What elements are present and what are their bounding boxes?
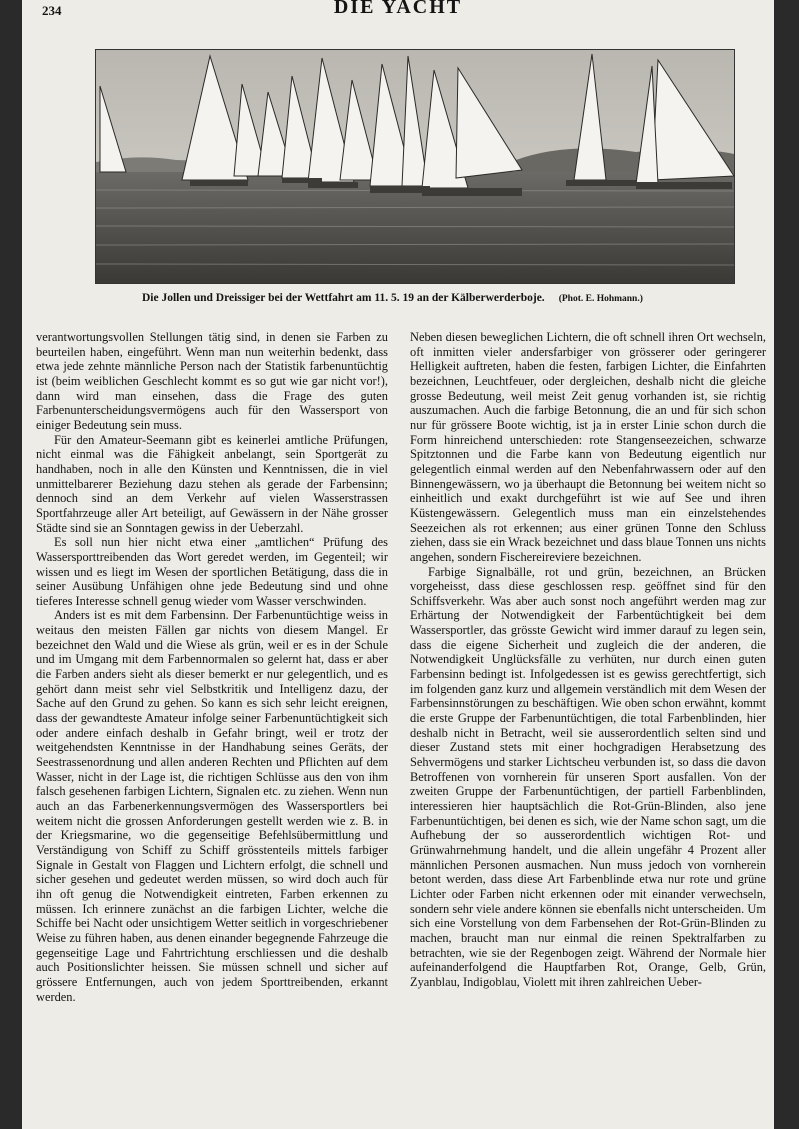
paragraph: Anders ist es mit dem Farbensinn. Der Farbenuntüchtige weiss in weitaus den meisten Fällen gar nichts von diesem Mangel. Er bezeichnet den Wald und die Wiese als grün, weil er es in der Schule und im Umgang mit dem Farbennormalen so gelernt hat, dass er aber die Farben anders sieht als dieser bemerkt er nur gelegentlich, und es gehört dann meist sehr viel Selbstkritik und Intelligenz dazu, der Sache auf den Grund zu gehen. So kann es sich sehr leicht ereignen, dass der gewandteste Amateur infolge seiner Farbenuntüchtigkeit sich oder andere einfach deshalb in Gefahr bringt, weil er trotz der weitgehendsten Kenntnisse in der Handhabung seines Geräts, der Seestrassenordnung und allen anderen Rechten und Pflichten auf dem Wasser, nicht in der Lage ist, die richtigen Schlüsse aus den von ihm falsch gesehenen farbigen Lichtern, Signalen etc. zu ziehen. Wenn nun auch an das Farbenerkennungsvermögen des Wassersportlers bei weitem nicht die grossen Anforderungen gestellt werden wie z. B. in der Kriegsmarine, wo die gegenseitige Befehlsübermittlung und Verständigung von Schiff zu Schiff grösstenteils mittels farbiger Signale in Gestalt von Flaggen und Lichtern erfolgt, die schnell und sicher gesehen und gedeutet werden müssen, so wird doch auch für ihn oft genug die Notwendigkeit eintreten, Farben erkennen zu müssen. Ich erinnere zunächst an die farbigen Lichter, welche die Schiffe bei Nacht oder unsichtigem Wetter seitlich in vorgeschriebener Weise zu führen haben, aus denen einander begegnende Fahrzeuge die gegenseitige Lage und Fahrtrichtung erschliessen und die deshalb auch Positionslichter heissen. Sie müssen schnell und sicher auf grössere Entfernungen, auch von jedem Sporttreibenden, erkannt werden.	[36, 608, 388, 1004]
page-number: 234	[42, 3, 62, 18]
paragraph: Neben diesen beweglichen Lichtern, die oft schnell ihren Ort wechseln, oft inmitten vieler andersfarbiger von grösserer oder geringerer Helligkeit auftreten, haben die festen, farbigen Lichter, die Einfahrten bezeichnen, Leuchtfeuer, oder dergleichen, deshalb nicht die gleiche grosse Bedeutung, weil meist Zeit genug vorhanden ist, sie richtig auszumachen. Auch die farbige Betonnung, die an und für sich schon nur für grössere Boote wichtig, ist ja in erster Linie schon durch die Form hinreichend unterschieden: rote Stangenseezeichen, schwarze Spitztonnen und die Farbe kann von Bedeutung eigentlich nur gelegentlich einmal werden auf den Nebenfahrwassern oder auf den Binnengewässern, wo ja überhaupt die Betonnung bei weitem nicht so einheitlich und exakt durchgeführt ist wie auf See und ihren Küstengewässern. Gelegentlich muss man ein einzelstehendes Seezeichen als rot erkennen; aus einer grünen Tonne den Schluss ziehen, dass sie ein Wrack bezeichnet und dass blaue Tonnen uns nichts angehen, sondern Fischereireviere bezeichnen.	[410, 330, 766, 564]
regatta-photo	[95, 49, 735, 284]
page-header	[22, 0, 774, 24]
running-head: DIE YACHT	[333, 0, 463, 18]
paragraph: Es soll nun hier nicht etwa einer „amtlichen“ Prüfung des Wassersporttreibenden das Wort geredet werden, im Gegenteil; wir wissen und es liegt im Wesen der sportlichen Betätigung, dass die in seiner Ausübung Unfähigen ohne jede Bedeutung sind und ohne tieferes Interesse schnell genug wieder vom Wasser verschwinden.	[36, 535, 388, 608]
figure-caption	[142, 292, 762, 304]
right-text-column	[410, 330, 766, 990]
left-text-column	[36, 330, 388, 1004]
sailboats-illustration	[96, 50, 734, 283]
paragraph: Farbige Signalbälle, rot und grün, bezeichnen, an Brücken vorgeheisst, dass diese geschlossen resp. geöffnet sind für den Schiffsverkehr. Was aber auch sonst noch angeführt werden mag zur Erhärtung der Notwendigkeit der Farbentüchtigkeit bei dem Wassersportler, das grösste Gewicht wird immer darauf zu legen sein, dass die eigene Sicherheit und zugleich die der anderen, die Notwendigkeit Unglücksfälle zu verhüten, nur durch einen guten Farbensinn bedingt ist. Infolgedessen ist es gewiss gerechtfertigt, sich im folgenden ganz kurz und allgemein verständlich mit dem Wesen der Farbensinnstörungen zu beschäftigen. Wie oben schon erwähnt, kommt die erste Gruppe der Farbenuntüchtigen, die total Farbenblinden, hier deshalb nicht in Betracht, weil sie ausserordentlich selten sind und dieser Zustand stets mit einer hochgradigen Herabsetzung des Sehvermögens und starker Lichtscheu verbunden ist, so dass die davon Betroffenen von vornherein für unseren Sport ausfallen. Von der zweiten Gruppe der Farbenuntüchtigen, der partiell Farbenblinden, interessieren hier hauptsächlich die Rot-Grün-Blinden, also jene Farbenuntüchtigen, bei denen es sich, wie der Name schon sagt, um die Aufhebung der so ausserordentlich wichtigen Rot- und Grünwahrnehmung handelt, und die allein ungefähr 4 Prozent aller männlichen Personen ausmachen. Nun muss jedoch von vornherein betont werden, dass diese Art Farbenblinde etwa nur rote und grüne Lichter oder Farben nicht erkennen oder mit einander verwechseln, sondern sehr viele andere können sie ebenfalls nicht unterscheiden. Um sich eine Vorstellung von dem Farbensehen der Rot-Grün-Blinden zu machen, braucht man nur einmal die reinen Spektralfarben zu betrachten, wie sie der Regenbogen zeigt. Während der Normale hier aufeinanderfolgend die Hauptfarben Rot, Orange, Gelb, Grün, Zyanblau, Indigoblau, Violett mit ihren zahlreichen Ueber-	[410, 564, 766, 989]
magazine-page	[22, 0, 774, 1129]
photo-credit: (Phot. E. Hohmann.)	[558, 294, 643, 304]
paragraph: verantwortungsvollen Stellungen tätig sind, in denen sie Farben zu beurteilen haben, eingeführt. Wenn man nun weiterhin bedenkt, dass etwa jede zehnte männliche Person nach der Statistik farbenuntüchtig ist (beim weiblichen Geschlecht kommt es so gut wie gar nicht vor!), dann wird man einsehen, dass die Frage des guten Farbenunterscheidungsvermögens auch für den Wassersport von einiger Bedeutung sein muss.	[36, 330, 388, 432]
caption-text: Die Jollen und Dreissiger bei der Wettfahrt am 11. 5. 19 an der Kälberwerderboje.	[142, 292, 545, 304]
paragraph: Für den Amateur-Seemann gibt es keinerlei amtliche Prüfungen, nicht einmal was die Fähigkeit anbelangt, sein Sportgerät zu handhaben, noch in alle den Künsten und Kenntnissen, die in viel unmittelbarerer Beziehung dazu stehen als gerade der Farbensinn; dennoch sind an dem Verkehr auf vielen Wasserstrassen Sportfahrzeuge aller Art beteiligt, auf Gewässern in der Nähe grosser Städte sind sie an Sonntagen gewiss in der Ueberzahl.	[36, 432, 388, 535]
